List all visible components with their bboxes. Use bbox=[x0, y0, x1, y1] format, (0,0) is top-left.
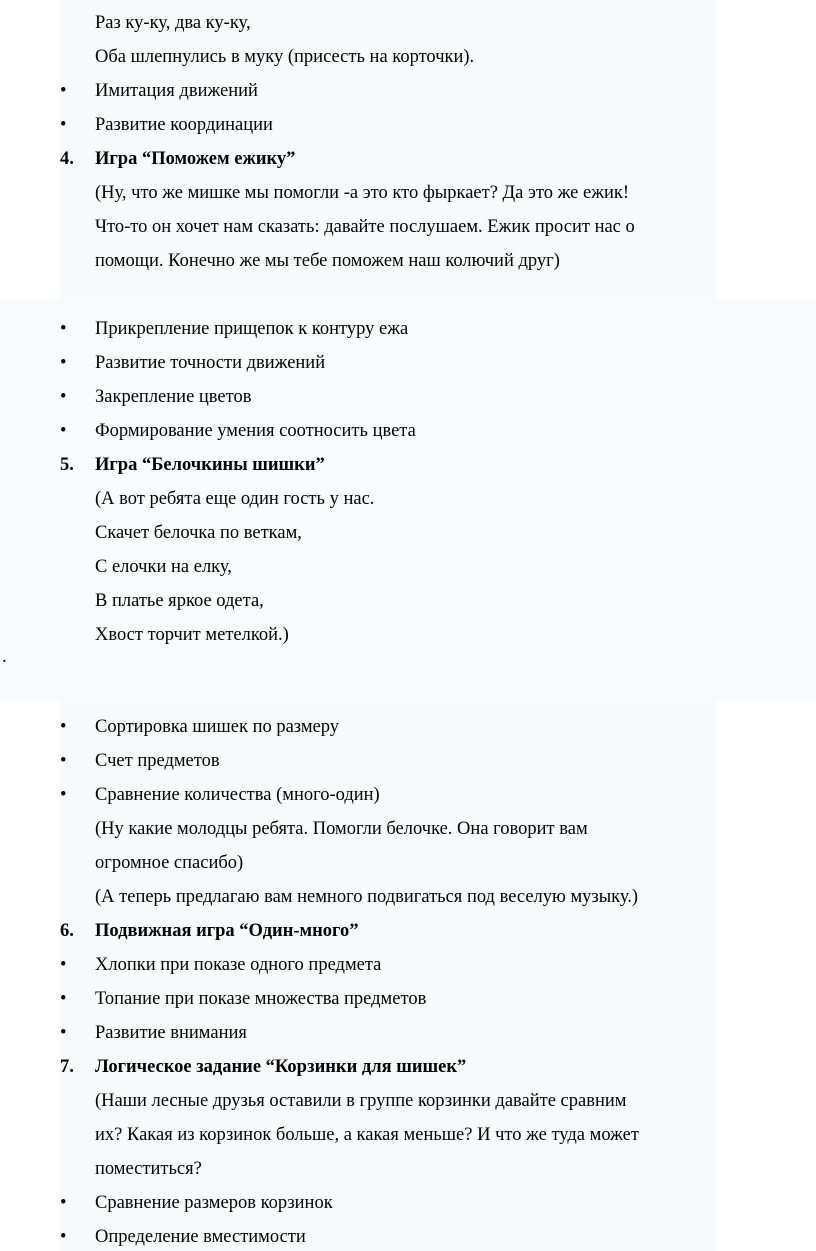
section-number: 6. bbox=[60, 921, 74, 941]
poem-line: Оба шлепнулись в муку (присесть на корточки). bbox=[95, 47, 475, 67]
list-item-label: Определение вместимости bbox=[95, 1227, 306, 1247]
paragraph-line: их? Какая из корзинок больше, а какая меньше? И что же туда может bbox=[95, 1125, 639, 1145]
bullet-icon: • bbox=[60, 387, 67, 407]
section-title: Подвижная игра “Один-много” bbox=[95, 921, 359, 941]
list-item-label: Формирование умения соотносить цвета bbox=[95, 421, 416, 441]
poem-line: С елочки на елку, bbox=[95, 557, 232, 577]
section-title: Игра “Поможем ежику” bbox=[95, 149, 296, 169]
list-item-label: Топание при показе множества предметов bbox=[95, 989, 427, 1009]
list-item-label: Развитие координации bbox=[95, 115, 273, 135]
paragraph-line: (А теперь предлагаю вам немного подвигаться под веселую музыку.) bbox=[95, 887, 639, 907]
bullet-icon: • bbox=[60, 1193, 67, 1213]
poem-line: (А вот ребята еще один гость у нас. bbox=[95, 489, 375, 509]
paragraph-line: (Ну, что же мишке мы помогли -а это кто фыркает? Да это же ежик! bbox=[95, 183, 630, 203]
bullet-icon: • bbox=[60, 115, 67, 135]
poem-line: Скачет белочка по веткам, bbox=[95, 523, 302, 543]
bullet-icon: • bbox=[60, 1023, 67, 1043]
paragraph-line: помощи. Конечно же мы тебе поможем наш колючий друг) bbox=[95, 251, 560, 271]
poem-line: В платье яркое одета, bbox=[95, 591, 264, 611]
bullet-icon: • bbox=[60, 81, 67, 101]
list-item-label: Имитация движений bbox=[95, 81, 258, 101]
section-number: 4. bbox=[60, 149, 74, 169]
paragraph-line: поместиться? bbox=[95, 1159, 202, 1179]
bullet-icon: • bbox=[60, 421, 67, 441]
paragraph-line: Что-то он хочет нам сказать: давайте послушаем. Ежик просит нас о bbox=[95, 217, 635, 237]
list-item-label: Сравнение количества (много-один) bbox=[95, 785, 380, 805]
list-item-label: Закрепление цветов bbox=[95, 387, 252, 407]
list-item-label: Сравнение размеров корзинок bbox=[95, 1193, 333, 1213]
stray-mark: . bbox=[2, 647, 7, 667]
bullet-icon: • bbox=[60, 955, 67, 975]
bullet-icon: • bbox=[60, 989, 67, 1009]
paragraph-line: (Ну какие молодцы ребята. Помогли белочке. Она говорит вам bbox=[95, 819, 588, 839]
bullet-icon: • bbox=[60, 353, 67, 373]
section-title: Игра “Белочкины шишки” bbox=[95, 455, 325, 475]
list-item-label: Хлопки при показе одного предмета bbox=[95, 955, 382, 975]
section-number: 5. bbox=[60, 455, 74, 475]
paragraph-line: огромное спасибо) bbox=[95, 853, 244, 873]
bullet-icon: • bbox=[60, 717, 67, 737]
section-number: 7. bbox=[60, 1057, 74, 1077]
list-item-label: Прикрепление прищепок к контуру ежа bbox=[95, 319, 409, 339]
bullet-icon: • bbox=[60, 751, 67, 771]
list-item-label: Развитие точности движений bbox=[95, 353, 326, 373]
poem-line: Хвост торчит метелкой.) bbox=[95, 625, 289, 645]
section-title: Логическое задание “Корзинки для шишек” bbox=[95, 1057, 467, 1077]
list-item-label: Счет предметов bbox=[95, 751, 220, 771]
list-item-label: Развитие внимания bbox=[95, 1023, 247, 1043]
bullet-icon: • bbox=[60, 319, 67, 339]
poem-line: Раз ку-ку, два ку-ку, bbox=[95, 13, 251, 33]
bullet-icon: • bbox=[60, 1227, 67, 1247]
list-item-label: Сортировка шишек по размеру bbox=[95, 717, 340, 737]
bullet-icon: • bbox=[60, 785, 67, 805]
paragraph-line: (Наши лесные друзья оставили в группе корзинки давайте сравним bbox=[95, 1091, 627, 1111]
